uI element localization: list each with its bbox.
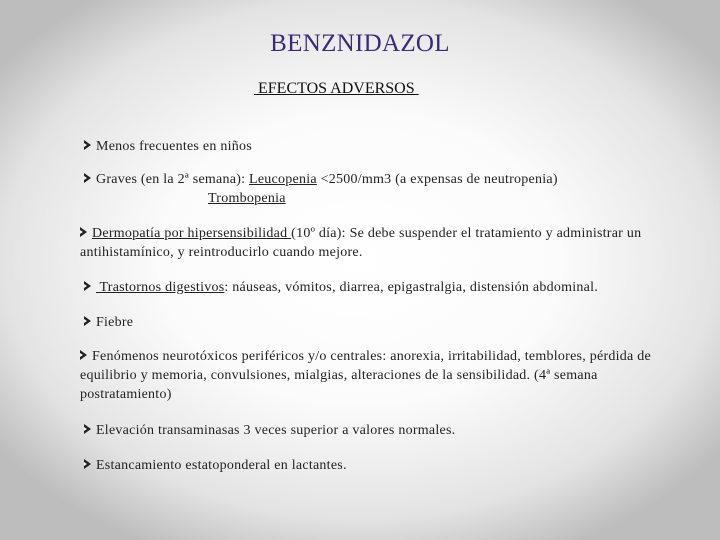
bullet-text: : náuseas, vómitos, diarrea, epigastralgia, distensión abdominal. (224, 280, 598, 295)
list-item (84, 137, 684, 156)
arrow-bullet-icon (84, 316, 91, 326)
bullet-text: Elevación transaminasas 3 veces superior a valores normales. (96, 423, 456, 438)
slide-title: BENZNIDAZOL (270, 30, 450, 57)
arrow-bullet-icon (84, 459, 91, 469)
bullet-emphasis: Leucopenia (249, 172, 317, 187)
slide-subtitle: EFECTOS ADVERSOS (254, 80, 419, 97)
bullet-emphasis: Trombopenia (208, 191, 286, 206)
arrow-bullet-icon (80, 350, 87, 360)
list-item (80, 347, 680, 404)
list-item (84, 456, 684, 475)
arrow-bullet-icon (80, 227, 87, 237)
bullet-emphasis: Dermopatía por hipersensibilidad (92, 226, 292, 241)
list-item (84, 421, 684, 440)
arrow-bullet-icon (84, 281, 91, 291)
bullet-text: Estancamiento estatoponderal en lactantes. (96, 458, 347, 473)
bullet-text: <2500/mm3 (a expensas de neutropenia) (316, 172, 558, 187)
list-item (84, 313, 684, 332)
bullet-text: Graves (en la 2ª semana): (96, 172, 250, 187)
bullet-text: Menos frecuentes en niños (96, 139, 252, 154)
bullet-emphasis: Trastornos digestivos (96, 280, 225, 295)
list-item (84, 278, 704, 297)
list-item (84, 170, 684, 208)
bullet-text: Fenómenos neurotóxicos periféricos y/o centrales: anorexia, irritabilidad, temblores, pérdida de equilibrio y memoria, convulsiones, mialgias, alteraciones de la sensibilidad. (4ª semana postratamiento) (80, 349, 651, 402)
arrow-bullet-icon (84, 424, 91, 434)
arrow-bullet-icon (84, 173, 91, 183)
arrow-bullet-icon (84, 140, 91, 150)
bullet-text: (10º día): Se debe suspender el tratamiento y administrar un antihistamínico, y reintroducirlo cuando mejore. (80, 226, 642, 260)
bullet-text: Fiebre (96, 315, 134, 330)
list-item (80, 224, 680, 262)
